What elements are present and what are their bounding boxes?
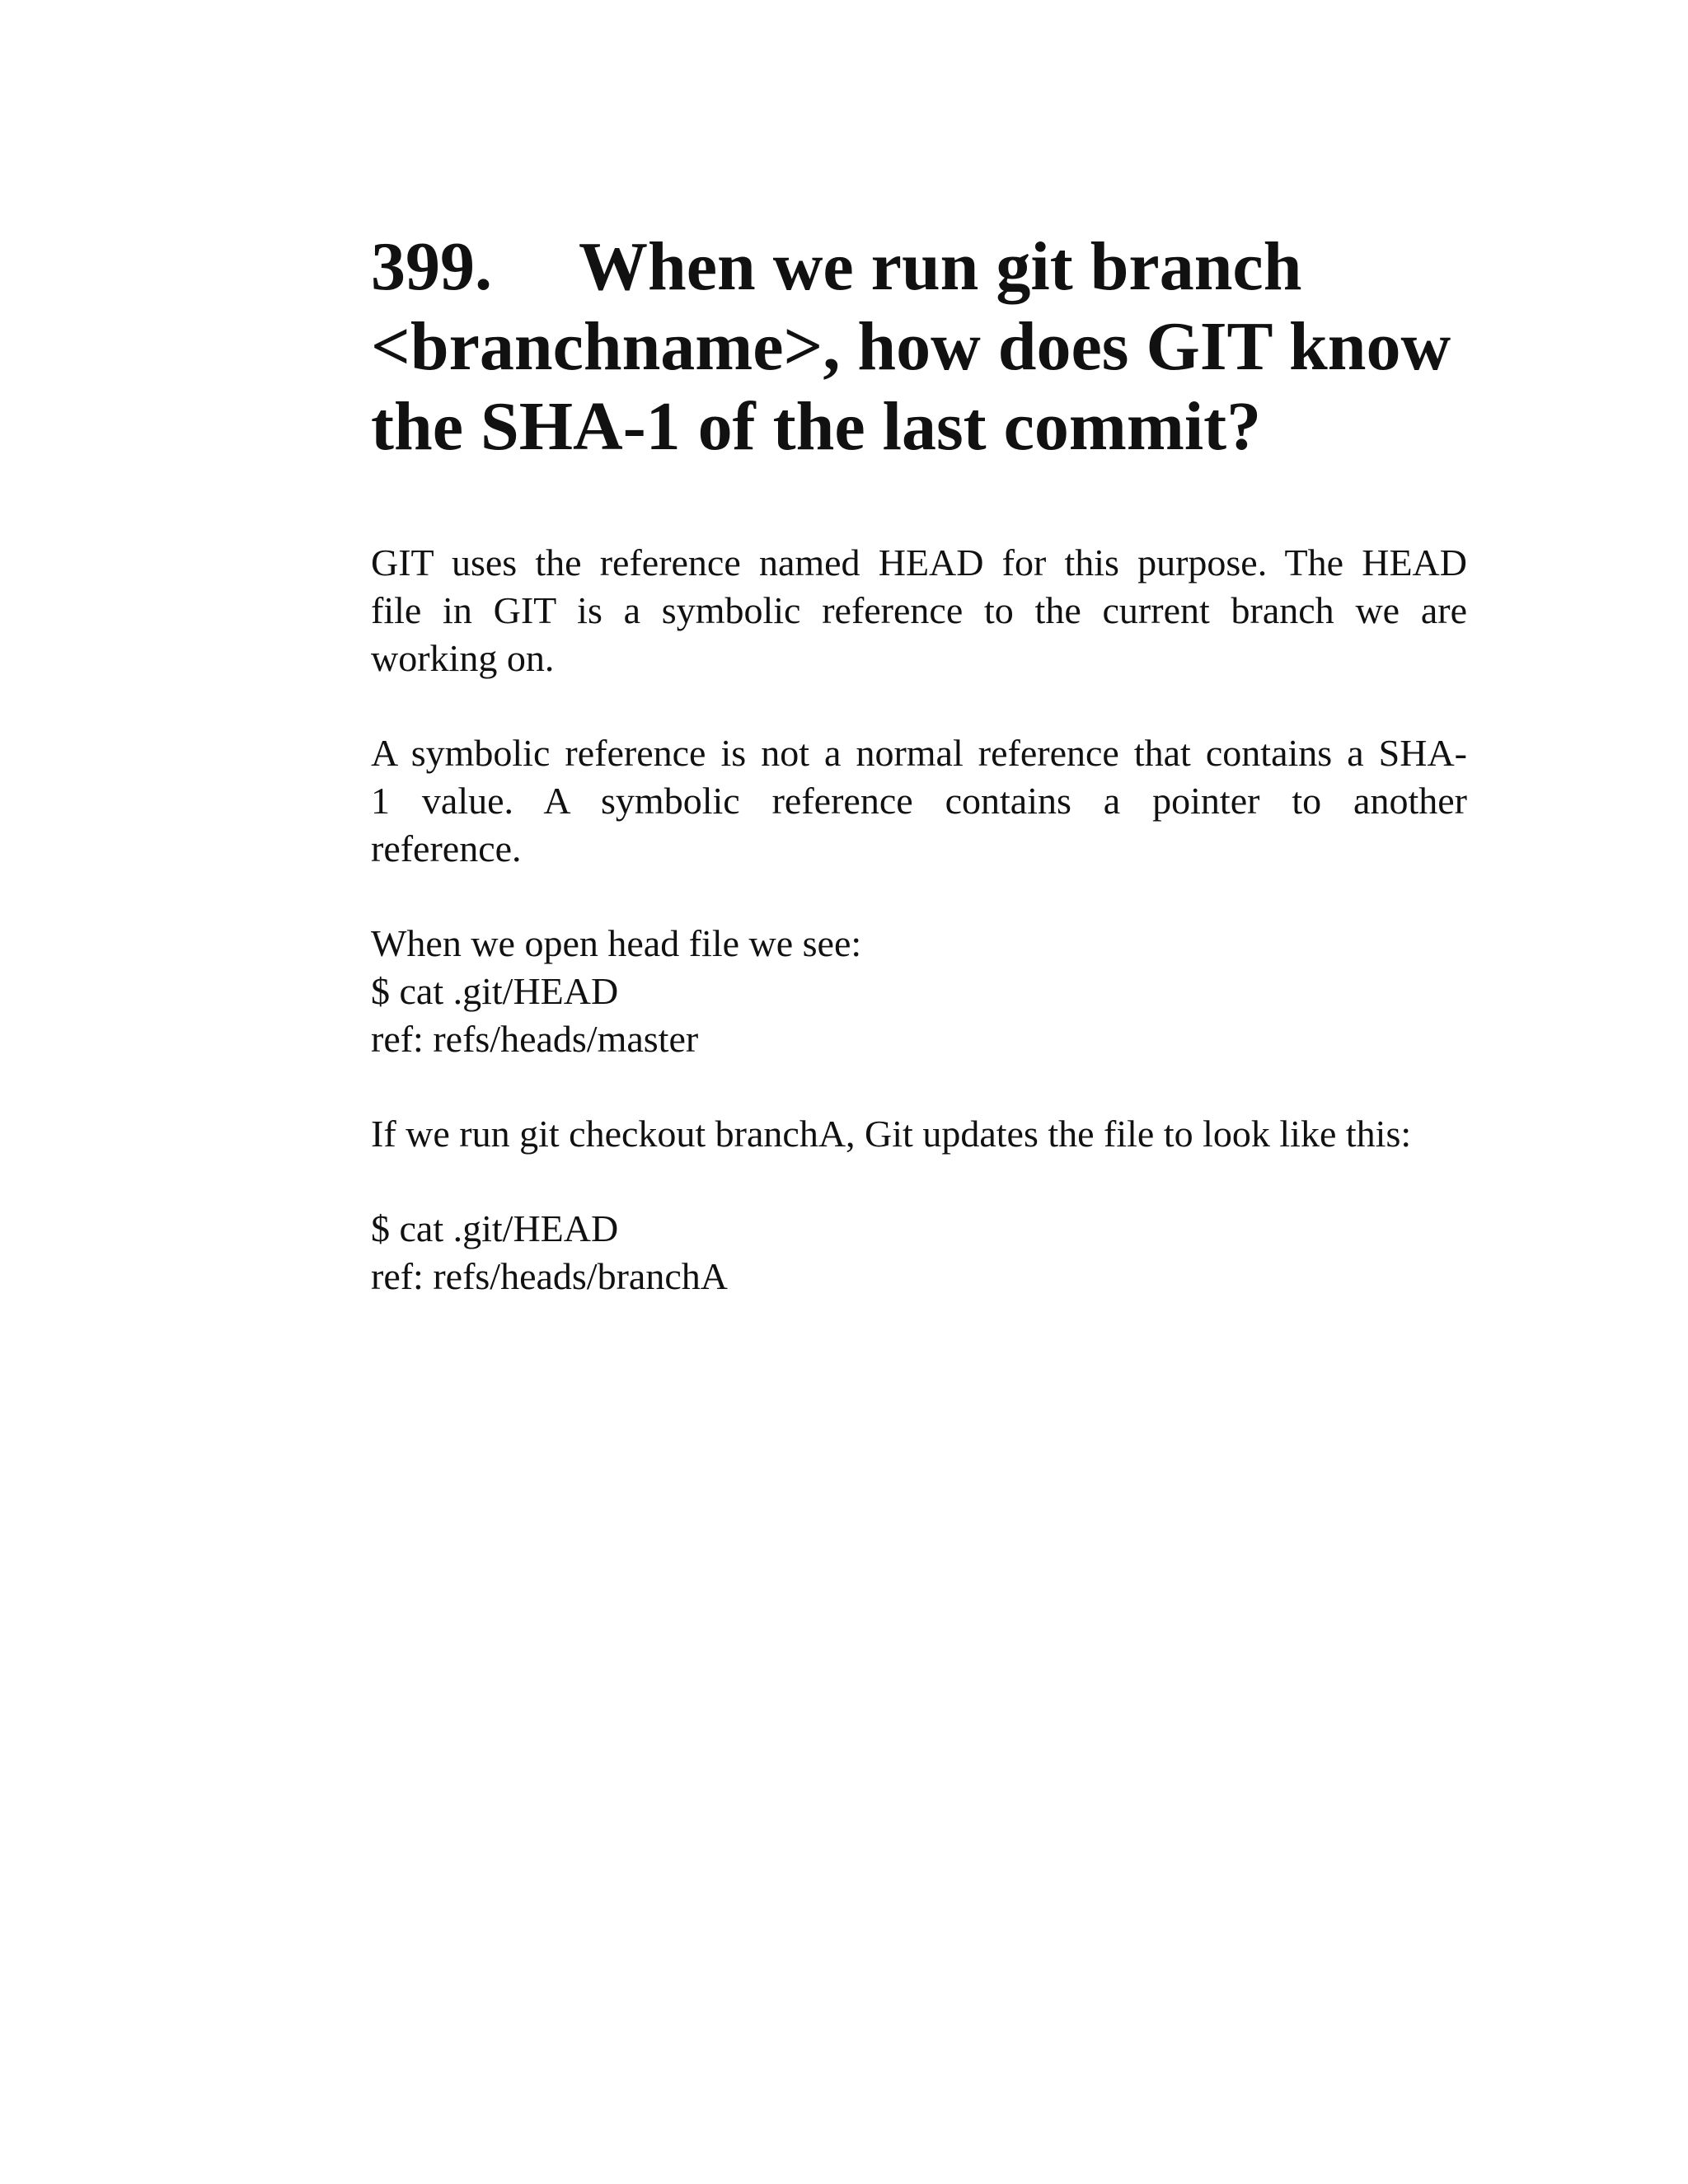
command-line: $ cat .git/HEAD	[371, 1207, 619, 1249]
paragraph-line: working on.	[371, 637, 555, 679]
paragraph-line: file in GIT is a symbolic reference to the current branch we are	[371, 589, 1467, 631]
paragraph-line: A symbolic reference is not a normal reference that contains a SHA-	[371, 732, 1467, 774]
paragraph-line: reference.	[371, 827, 522, 869]
page-content	[371, 227, 1467, 1301]
paragraph-checkout-explanation	[371, 1110, 1467, 1158]
paragraph-symbolic-reference	[371, 729, 1467, 873]
answer-body	[371, 539, 1467, 1301]
paragraph-line: GIT uses the reference named HEAD for this purpose. The HEAD	[371, 541, 1467, 583]
question-title-line-2: <branchname>, how does GIT know	[371, 308, 1451, 385]
command-output: ref: refs/heads/branchA	[371, 1255, 728, 1297]
question-title-text-1: When we run git branch	[579, 228, 1302, 305]
paragraph-head-file-example	[371, 920, 1467, 1063]
paragraph-line: 1 value. A symbolic reference contains a pointer to another	[371, 780, 1467, 822]
command-output: ref: refs/heads/master	[371, 1018, 699, 1060]
paragraph-head-reference	[371, 539, 1467, 682]
paragraph-line: When we open head file we see:	[371, 922, 862, 964]
question-number: 399.	[371, 228, 492, 305]
command-line: $ cat .git/HEAD	[371, 970, 619, 1012]
question-title-line-3: the SHA-1 of the last commit?	[371, 388, 1262, 465]
question-title-line-1	[371, 227, 1467, 307]
paragraph-line: If we run git checkout branchA, Git updates the file to look like this:	[371, 1113, 1412, 1155]
paragraph-checkout-example	[371, 1205, 1467, 1301]
question-title	[371, 227, 1467, 466]
